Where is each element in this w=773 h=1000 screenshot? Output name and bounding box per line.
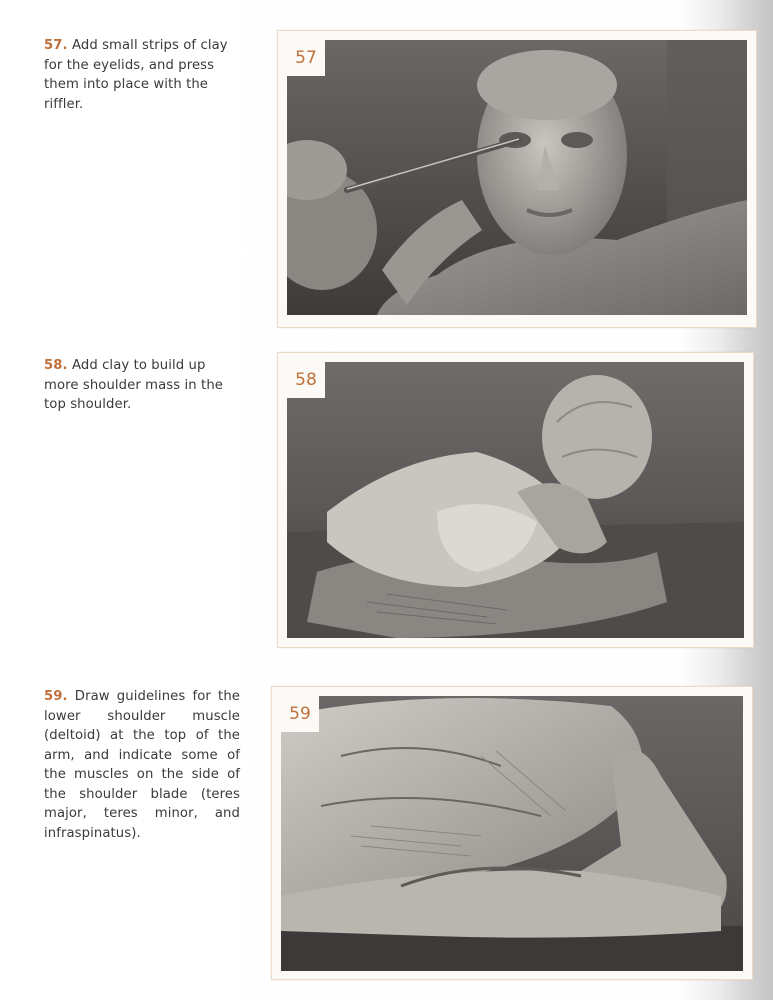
photo-58	[287, 362, 744, 638]
step-instruction: Draw guidelines for the lower shoulder muscle (deltoid) at the top of the arm, and indicate some of the muscles on the side of the shoulder blade (teres major, teres minor, and infraspinatus).	[44, 689, 240, 841]
photo-label-59: 59	[281, 696, 319, 732]
step-number: 59.	[44, 689, 68, 704]
photo-frame-58	[277, 352, 754, 648]
photo-57	[287, 40, 747, 315]
step-instruction: Add clay to build up more shoulder mass in the top shoulder.	[44, 358, 223, 412]
step-57-text	[44, 36, 244, 114]
step-number: 57.	[44, 38, 68, 53]
step-58-text	[44, 356, 244, 415]
clay-head-photo	[287, 40, 747, 315]
step-number: 58.	[44, 358, 68, 373]
step-59-text	[44, 687, 240, 843]
photo-label-57: 57	[287, 40, 325, 76]
step-instruction: Add small strips of clay for the eyelids, and press them into place with the riffler.	[44, 38, 228, 112]
photo-59	[281, 696, 743, 971]
photo-frame-57	[277, 30, 757, 328]
photo-frame-59	[271, 686, 753, 980]
photo-label-58: 58	[287, 362, 325, 398]
clay-figure-shoulder-photo	[287, 362, 744, 638]
clay-shoulder-closeup-photo	[281, 696, 743, 971]
